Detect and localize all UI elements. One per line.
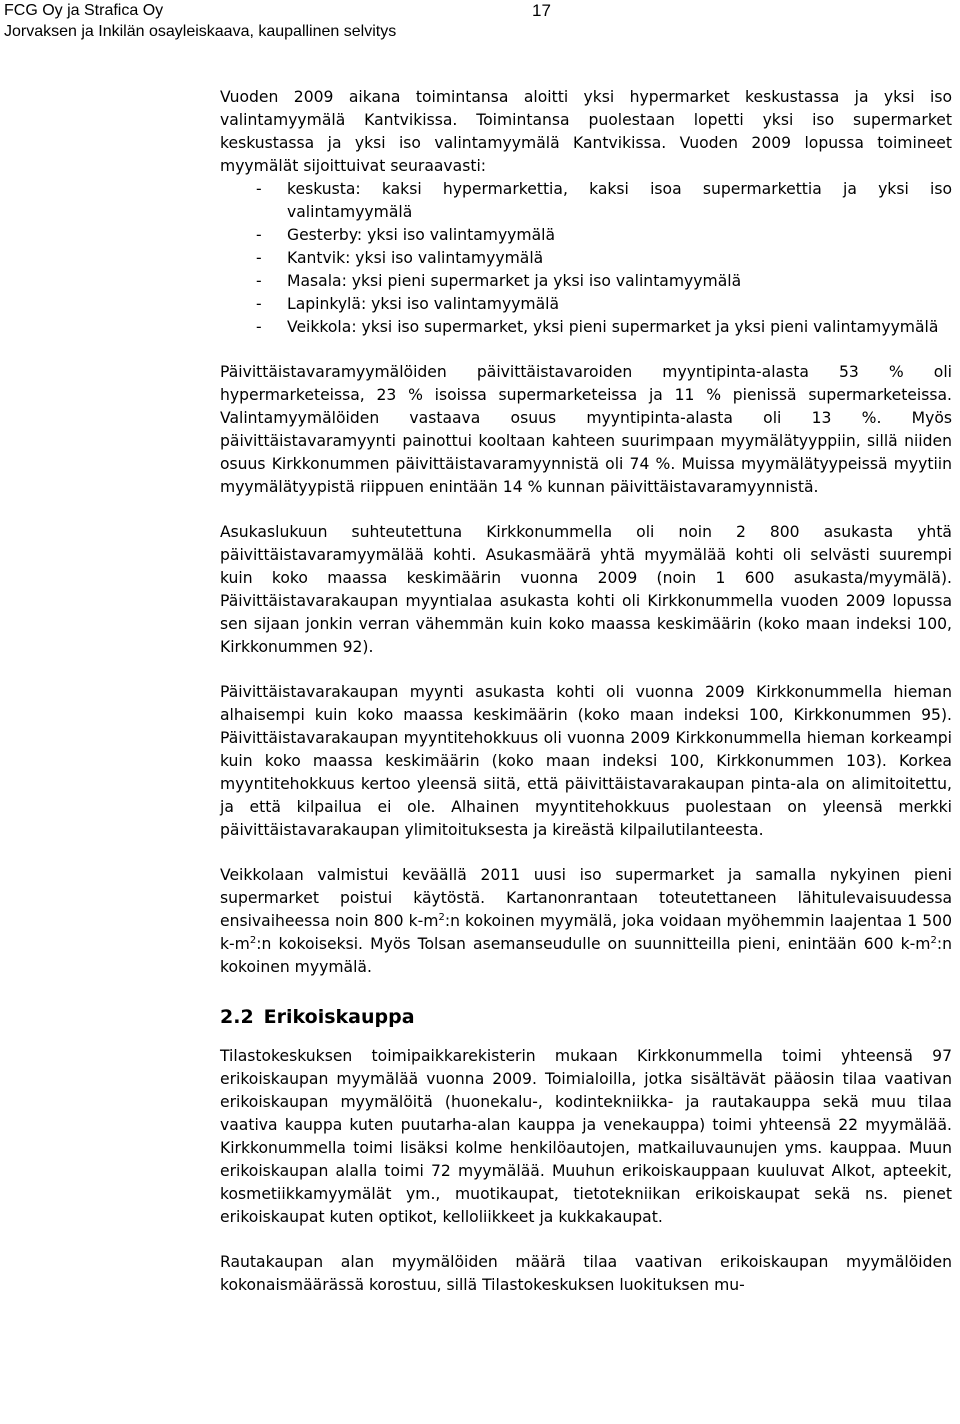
- body-text: [220, 86, 952, 1297]
- paragraph-hardware-stores: Rautakaupan alan myymälöiden määrä tilaa vaativan erikoiskaupan myymälöiden kokonaismäärässä korostuu, sillä Tilastokeskuksen luokituksen mu-: [220, 1253, 952, 1294]
- list-item-text: Kantvik: yksi iso valintamyymälä: [287, 249, 544, 267]
- running-header: [4, 0, 396, 42]
- paragraph-sales-efficiency: Päivittäistavarakaupan myynti asukasta kohti oli vuonna 2009 Kirkkonummella hieman alhaisempi kuin koko maassa keskimäärin (koko maan indeksi 100, Kirkkonummen 95). Päivittäistavarakaupan myyntitehokkuus oli vuonna 2009 Kirkkonummella hieman korkeampi kuin koko maassa keskimäärin (koko maan indeksi 100, Kirkkonummen 103). Korkea myyntitehokkuus kertoo yleensä siitä, että päivittäistavarakaupan pinta-ala on alimitoitettu, ja että kilpailua ei ole. Alhainen myyntitehokkuus puolestaan on yleensä merkki päivittäistavarakaupan ylimitoituksesta ja kireästä kilpailutilanteesta.: [220, 683, 952, 839]
- paragraph-specialty-retail: Tilastokeskuksen toimipaikkarekisterin mukaan Kirkkonummella toimi yhteensä 97 erikoiskaupan myymälää vuonna 2009. Toimialoilla, jotka sisältävät pääosin tilaa vaativan erikoiskaupan myymälöitä (huonekalu-, kodintekniikka- ja rautakauppa sekä muu tilaa vaativa kauppa kuten puutarha-alan kauppa ja venekauppa) toimi yhteensä 22 myymälää. Kirkkonummella toimi lisäksi kolme henkilöautojen, matkailuvaunujen yms. kauppaa. Muun erikoiskaupan alalla toimi 72 myymälää. Muuhun erikoiskauppaan kuuluvat Alkot, apteekit, kosmetiikkamyymälät ym., muotikaupat, tietotekniikan erikoiskaupat sekä ns. pienet erikoiskaupat kuten optikot, kelloliikkeet ja kukkakaupat.: [220, 1047, 952, 1226]
- superscript: 2: [249, 935, 257, 946]
- list-item-text: Masala: yksi pieni supermarket ja yksi iso valintamyymälä: [287, 272, 742, 290]
- list-dash: -: [256, 318, 262, 336]
- text-run: Veikkolaan valmistui keväällä 2011 uusi iso supermarket ja samalla nykyinen pieni supermarket poistui käytöstä. Kartanonrantaan toteutettaneen lähitulevaisuudessa ensivaiheessa noin 800 k-m: [220, 866, 952, 930]
- section-title: Erikoiskauppa: [263, 1006, 415, 1028]
- list-item: [220, 247, 952, 270]
- store-location-list: [220, 178, 952, 339]
- superscript: 2: [930, 935, 937, 946]
- section-heading: [220, 1005, 952, 1029]
- text-run: :n kokoinen myymälä.: [220, 935, 952, 976]
- list-item-text: Veikkola: yksi iso supermarket, yksi pieni supermarket ja yksi pieni valintamyymälä: [287, 318, 939, 336]
- list-dash: -: [256, 249, 262, 267]
- paragraph-residents-per-store: Asukaslukuun suhteutettuna Kirkkonummella oli noin 2 800 asukasta yhtä päivittäistavaramyymälää kohti. Asukasmäärä yhtä myymälää kohti oli selvästi suurempi kuin koko maassa keskimäärin vuonna 2009 (noin 1 600 asukasta/myymälä). Päivittäistavarakaupan myyntialaa asukasta kohti oli Kirkkonummella vuoden 2009 lopussa sen sijaan jonkin verran vähemmän kuin koko maassa keskimäärin (koko maan indeksi 100, Kirkkonummen 92).: [220, 523, 952, 656]
- list-item: [220, 270, 952, 293]
- list-dash: -: [256, 226, 262, 244]
- list-item-text: keskusta: kaksi hypermarkettia, kaksi isoa supermarkettia ja yksi iso valintamyymälä: [287, 180, 952, 221]
- paragraph-store-changes: Vuoden 2009 aikana toimintansa aloitti yksi hypermarket keskustassa ja yksi iso valintamyymälä Kantvikissa. Toimintansa puolestaan lopetti yksi iso supermarket keskustassa ja yksi iso valintamyymälä Kantvikissa. Vuoden 2009 lopussa toimineet myymälät sijoittuivat seuraavasti:: [220, 88, 952, 175]
- paragraph-sales-area: Päivittäistavaramyymälöiden päivittäistavaroiden myyntipinta-alasta 53 % oli hypermarketeissa, 23 % isoissa supermarketeissa ja 11 % pienissä supermarketeissa. Valintamyymälöiden vastaava osuus myyntipinta-alasta oli 13 %. Myös päivittäistavaramyynti painottui kooltaan kahteen suurimpaan myymälätyyppiin, sillä niiden osuus Kirkkonummen päivittäistavaramyynnistä oli 74 %. Muissa myymälätyypeissä myytiin myymälätyypistä riippuen enintään 14 % kunnan päivittäistavaramyynnistä.: [220, 363, 952, 496]
- text-run: :n kokoiseksi. Myös Tolsan asemanseudulle on suunnitteilla pieni, enintään 600 k-m: [256, 935, 931, 953]
- header-report-title: Jorvaksen ja Inkilän osayleiskaava, kaupallinen selvitys: [4, 23, 397, 40]
- section-number: 2.2: [220, 1006, 254, 1028]
- list-item: [220, 293, 952, 316]
- superscript: 2: [438, 912, 445, 923]
- list-item: [220, 316, 952, 339]
- page-number: 17: [532, 1, 551, 20]
- text-run: :n kokoinen myymälä, joka voidaan myöhemmin laajentaa 1 500 k-m: [220, 912, 952, 953]
- header-company: FCG Oy ja Strafica Oy: [4, 2, 164, 19]
- list-dash: -: [256, 272, 262, 290]
- list-item-text: Lapinkylä: yksi iso valintamyymälä: [287, 295, 560, 313]
- list-item: [220, 224, 952, 247]
- list-item: [220, 178, 952, 224]
- list-dash: -: [256, 180, 262, 198]
- paragraph-new-stores: [220, 864, 952, 979]
- list-dash: -: [256, 295, 262, 313]
- list-item-text: Gesterby: yksi iso valintamyymälä: [287, 226, 556, 244]
